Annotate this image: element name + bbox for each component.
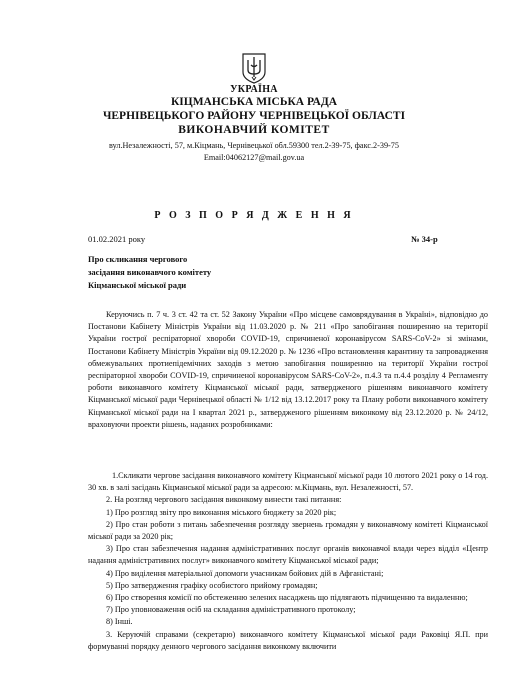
order-item: 2. На розгляд чергового засідання виконкому винести такі питання:	[106, 495, 342, 505]
agenda-item: 6) Про створення комісії по обстеженню зелених насаджень що підлягають підчищенню та видаленню;	[106, 593, 468, 603]
subject-line: Кіцманської міської ради	[88, 280, 187, 290]
agenda-item: 5) Про затвердження графіку особистого прийому громадян;	[106, 580, 318, 590]
header-country: УКРАЇНА	[230, 84, 278, 95]
order-item: 3. Керуючій справами (секретарю) виконавчого комітету Кіцманської міської ради Раковіці Я.П. при формуванні порядку денного чергового засідання виконкому включити	[88, 629, 488, 651]
trident-coat-of-arms-icon	[241, 52, 267, 84]
subject-line: Про скликання чергового	[88, 254, 188, 264]
header-email: Email:04062127@mail.gov.ua	[203, 153, 305, 162]
subject-line: засідання виконавчого комітету	[88, 267, 212, 277]
document-date: 01.02.2021 року	[88, 234, 146, 244]
header-executive-committee: ВИКОНАВЧИЙ КОМІТЕТ	[178, 124, 330, 136]
agenda-item: 3) Про стан забезпечення надання адміністративних послуг органів виконавчої влади через відділ «Центр надання адміністративних послуг» виконавчого комітету Кіцманської міської ради;	[88, 544, 488, 566]
document-number: № 34-р	[411, 234, 438, 244]
order-item: 1.Скликати чергове засідання виконавчого комітету Кіцманської міської ради 10 лютого 2021 року о 14 год. 30 хв. в залі засідань Кіцманської міської ради за адресою: м.Кіцмань, вул. Незалежності, 57.	[88, 471, 488, 493]
agenda-item: 4) Про виділення матеріальної допомоги учасникам бойових дій в Афганістані;	[106, 568, 384, 578]
agenda-item: 7) Про уповноваження осіб на складання адміністративного протоколу;	[106, 605, 356, 615]
header-address: вул.Незалежності, 57, м.Кіцмань, Чернівецької обл.59300 тел.2-39-75, факс.2-39-75	[109, 141, 399, 150]
agenda-item: 8) Інші.	[106, 617, 133, 627]
agenda-item: 2) Про стан роботи з питань забезпечення розгляду звернень громадян у виконавчому комітеті Кіцманської міської ради за 2020 рік;	[88, 519, 488, 542]
document-subject	[88, 253, 211, 292]
document-title: Р О З П О Р Я Д Ж Е Н Н Я	[154, 210, 354, 221]
order-items	[88, 470, 488, 653]
header-district: ЧЕРНІВЕЦЬКОГО РАЙОНУ ЧЕРНІВЕЦЬКОЇ ОБЛАСТІ	[102, 110, 406, 122]
agenda-item: 1) Про розгляд звіту про виконання міського бюджету за 2020 рік;	[106, 507, 337, 517]
header-council: КІЦМАНСЬКА МІСЬКА РАДА	[170, 96, 338, 108]
preamble-paragraph: Керуючись п. 7 ч. 3 ст. 42 та ст. 52 Закону України «Про місцеве самоврядування в Україні», відповідно до Постанови Кабінету Міністрів України від 11.03.2020 р. № 211 «Про запобігання поширенню на території України гострої респіраторної хвороби COVID-19, спричиненої коронавірусом SARS-CoV-2» зі змінами, Постанови Кабінету Міністрів України від 09.12.2020 р. № 1236 «Про встановлення карантину та запровадження обмежувальних протиепідемічних заходів з метою запобігання поширенню на території України гострої респіраторної хвороби COVID-19, спричиненої коронавірусом SARS-CoV-2», п.4.3 та п.4.4 розділу 4 Регламенту роботи виконавчого комітету Кіцманської міської ради, затвердженого рішенням виконавчого комітету Кіцманської міської ради Чернівецької області № 1/12 від 13.12.2017 року та Плану роботи виконавчого комітету Кіцманської міської ради на I квартал 2021 р., затвердженого рішенням виконкому від 23.12.2020 р. № 24/12, враховуючи проекти рішень, наданих розробниками:	[88, 310, 488, 429]
